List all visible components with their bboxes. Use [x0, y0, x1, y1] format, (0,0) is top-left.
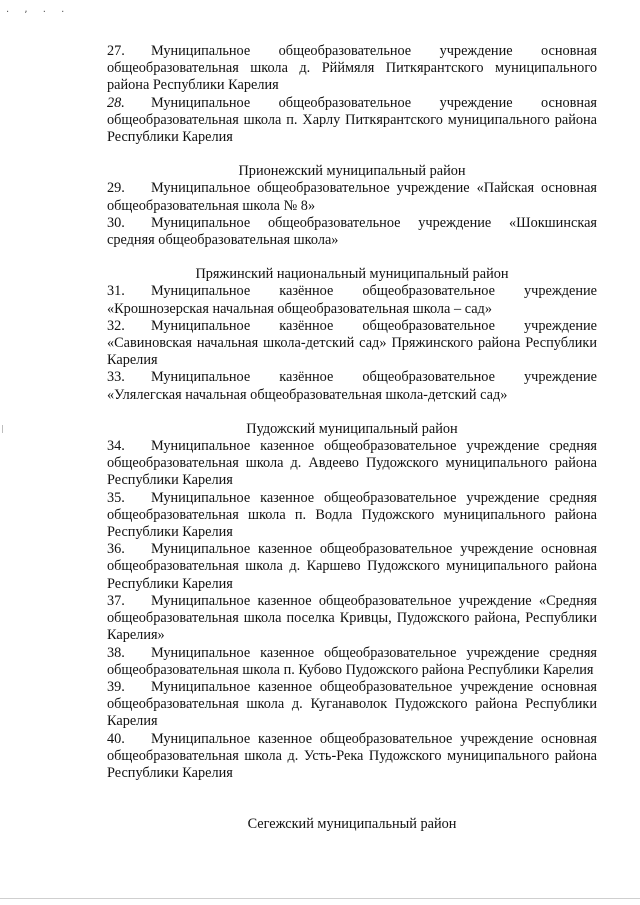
item-number: 40. — [107, 730, 125, 747]
item-number: 32. — [107, 317, 125, 334]
item-text: Муниципальное казённое общеобразовательное учреждение «Улялегская начальная общеобразовательная школа-детский сад» — [107, 369, 597, 403]
item-text: Муниципальное общеобразовательное учреждение основная общеобразовательная школа д. Рйймяля Питкярантского муниципального района Республики Карелия — [107, 43, 597, 94]
item-text: Муниципальное общеобразовательное учреждение «Шокшинская средняя общеобразовательная школа» — [107, 214, 597, 249]
section-heading-pudozhsky: Пудожский муниципальный район — [246, 420, 458, 437]
item-number: 35. — [107, 489, 125, 506]
item-number: 36. — [107, 541, 125, 558]
list-item — [107, 215, 597, 249]
list-item — [107, 679, 597, 731]
item-number: 30. — [107, 214, 125, 231]
item-number: 29. — [107, 180, 125, 197]
item-number: 37. — [107, 592, 125, 609]
item-text: Муниципальное казенное общеобразовательное учреждение средняя общеобразовательная школа д. Авдеево Пудожского муниципального района Республики Карелия — [107, 438, 597, 489]
list-item — [107, 43, 597, 95]
list-item — [107, 490, 597, 542]
list-item — [107, 318, 597, 370]
item-text: Муниципальное казённое общеобразовательное учреждение «Крошнозерская начальная общеобразовательная школа – сад» — [107, 283, 597, 317]
list-item — [107, 95, 597, 147]
list-item — [107, 180, 597, 214]
item-text: Муниципальное казенное общеобразовательное учреждение средняя общеобразовательная школа п. Кубово Пудожского района Республики Карелия — [107, 644, 597, 678]
item-number: 39. — [107, 678, 125, 695]
list-item — [107, 369, 597, 403]
item-text: Муниципальное общеобразовательное учреждение основная общеобразовательная школа п. Харлу Питкярантского муниципального района Республики Карелия — [107, 94, 597, 146]
item-number: 33. — [107, 369, 125, 386]
item-number: 38. — [107, 644, 125, 661]
section-heading-segezhsky: Сегежский муниципальный район — [247, 816, 457, 833]
scan-corner-marks: . , . . — [6, 4, 71, 15]
page-bottom-edge — [0, 898, 640, 899]
item-text: Муниципальное казенное общеобразовательное учреждение «Средняя общеобразовательная школа поселка Кривцы, Пудожского района, Республики Карелия» — [107, 592, 597, 644]
scan-margin-mark — [2, 425, 3, 433]
document-page — [107, 43, 597, 833]
list-item — [107, 593, 597, 645]
list-item — [107, 283, 597, 317]
list-item — [107, 541, 597, 593]
item-number: 31. — [107, 283, 125, 300]
item-text: Муниципальное казенное общеобразовательное учреждение средняя общеобразовательная школа п. Водла Пудожского муниципального района Республики Карелия — [107, 489, 597, 541]
item-text: Муниципальное общеобразовательное учреждение «Пайская основная общеобразовательная школа № 8» — [107, 180, 597, 214]
list-item — [107, 731, 597, 783]
item-number: 27. — [107, 43, 125, 59]
item-text: Муниципальное казенное общеобразовательное учреждение основная общеобразовательная школа д. Усть-Река Пудожского муниципального района Республики Карелия — [107, 730, 597, 781]
section-heading-pryazhinsky: Пряжинский национальный муниципальный район — [195, 266, 509, 283]
item-text: Муниципальное казённое общеобразовательное учреждение «Савиновская начальная школа-детский сад» Пряжинского района Республики Карелия — [107, 317, 597, 369]
item-text: Муниципальное казенное общеобразовательное учреждение основная общеобразовательная школа д. Каршево Пудожского муниципального района Республики Карелия — [107, 541, 597, 592]
section-heading-prionezhsky: Прионежский муниципальный район — [238, 163, 466, 180]
list-item — [107, 438, 597, 490]
item-number: 34. — [107, 438, 125, 455]
item-number: 28. — [107, 94, 125, 111]
list-item — [107, 645, 597, 679]
item-text: Муниципальное казенное общеобразовательное учреждение основная общеобразовательная школа д. Куганаволок Пудожского района Республики Карелия — [107, 678, 597, 730]
